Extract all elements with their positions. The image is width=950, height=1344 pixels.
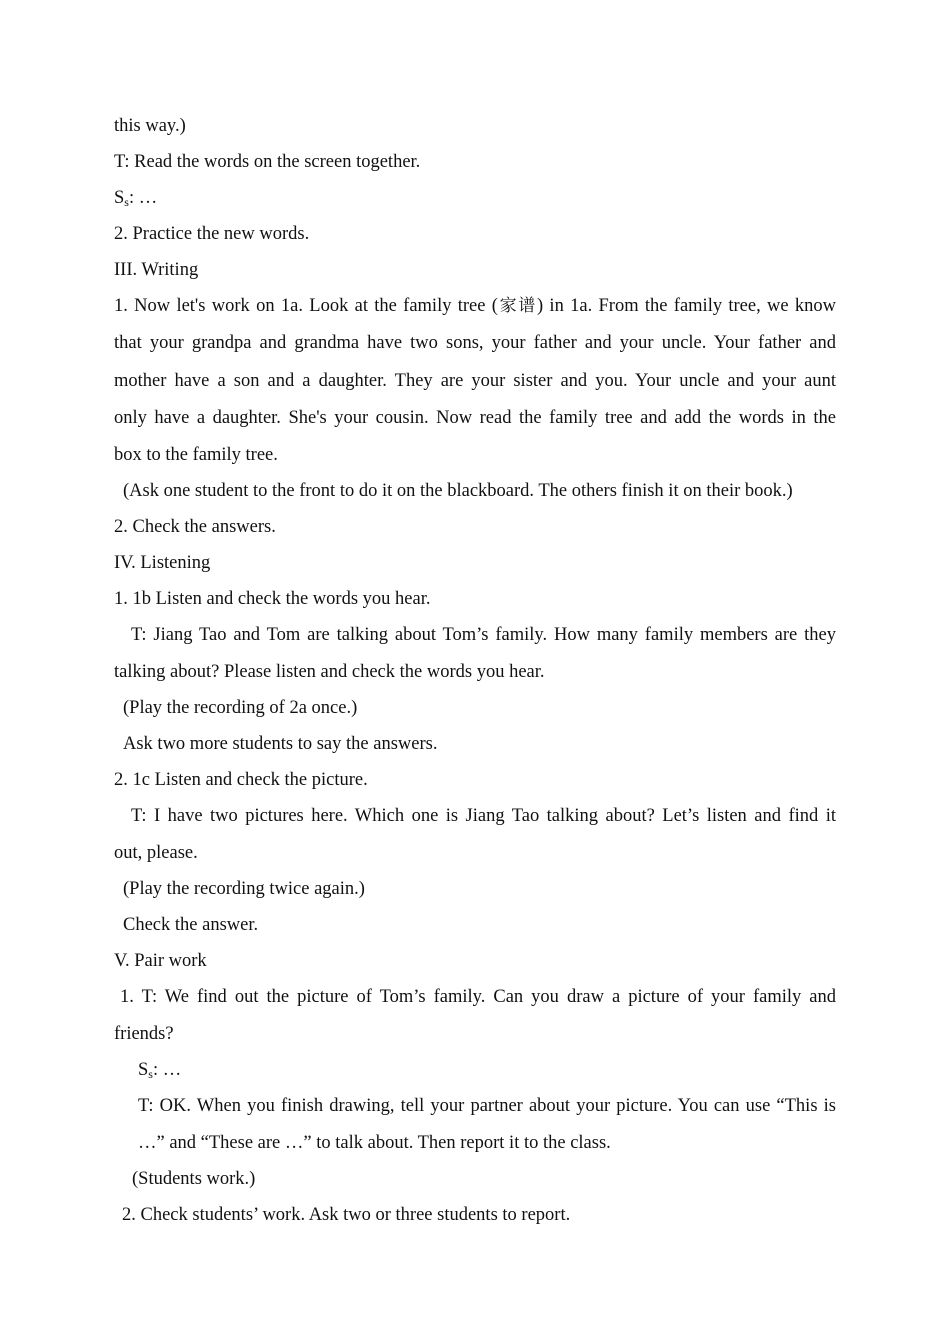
text-line: 2. Check students’ work. Ask two or three students to report.: [122, 1205, 571, 1225]
text-line: 1. 1b Listen and check the words you hear.: [114, 589, 431, 609]
text-line: 2. Practice the new words.: [114, 224, 310, 244]
text-fragment: ) in 1a. From the family tree, we know: [536, 296, 837, 316]
section-heading: III. Writing: [114, 260, 199, 280]
text-line: mother have a son and a daughter. They are your sister and you. Your uncle and your aunt: [114, 371, 836, 391]
text-line: box to the family tree.: [114, 445, 278, 465]
speaker-subscript: s: [124, 195, 129, 209]
text-line: this way.): [114, 116, 186, 136]
text-line: (Play the recording of 2a once.): [123, 698, 358, 718]
text-line: Check the answer.: [123, 915, 259, 935]
text-line: T: Jiang Tao and Tom are talking about Tom’s family. How many family members are they: [131, 625, 836, 645]
text-line: T: I have two pictures here. Which one is Jiang Tao talking about? Let’s listen and find it: [131, 806, 836, 826]
text-line: Ask two more students to say the answers.: [123, 734, 438, 754]
text-line: only have a daughter. She's your cousin. Now read the family tree and add the words in the: [114, 408, 836, 428]
chinese-gloss: 家谱: [497, 296, 537, 316]
text-line: out, please.: [114, 843, 198, 863]
text-line: that your grandpa and grandma have two sons, your father and your uncle. Your father and: [114, 333, 836, 353]
text-fragment: 1. Now let's work on 1a. Look at the family tree (: [114, 296, 498, 316]
text-line: 1. T: We find out the picture of Tom’s family. Can you draw a picture of your family and: [120, 987, 836, 1007]
text-line: …” and “These are …” to talk about. Then report it to the class.: [138, 1133, 611, 1153]
text-line: friends?: [114, 1024, 174, 1044]
text-line: [138, 1059, 181, 1085]
text-line: 2. Check the answers.: [114, 517, 276, 537]
text-line: [114, 187, 157, 213]
text-line: T: OK. When you finish drawing, tell your partner about your picture. You can use “This is: [138, 1096, 836, 1116]
text-line: (Students work.): [132, 1169, 256, 1189]
text-line: T: Read the words on the screen together.: [114, 152, 421, 172]
text-fragment: : …: [128, 188, 158, 208]
section-heading: V. Pair work: [114, 951, 207, 971]
speaker-subscript: s: [148, 1067, 153, 1081]
text-line: (Ask one student to the front to do it on the blackboard. The others finish it on their book.): [123, 481, 793, 501]
text-line: [114, 295, 836, 317]
text-line: 2. 1c Listen and check the picture.: [114, 770, 368, 790]
speaker-s: S: [138, 1060, 149, 1080]
speaker-s: S: [114, 188, 125, 208]
text-line: talking about? Please listen and check the words you hear.: [114, 662, 545, 682]
text-line: (Play the recording twice again.): [123, 879, 365, 899]
section-heading: IV. Listening: [114, 553, 211, 573]
text-fragment: : …: [152, 1060, 182, 1080]
